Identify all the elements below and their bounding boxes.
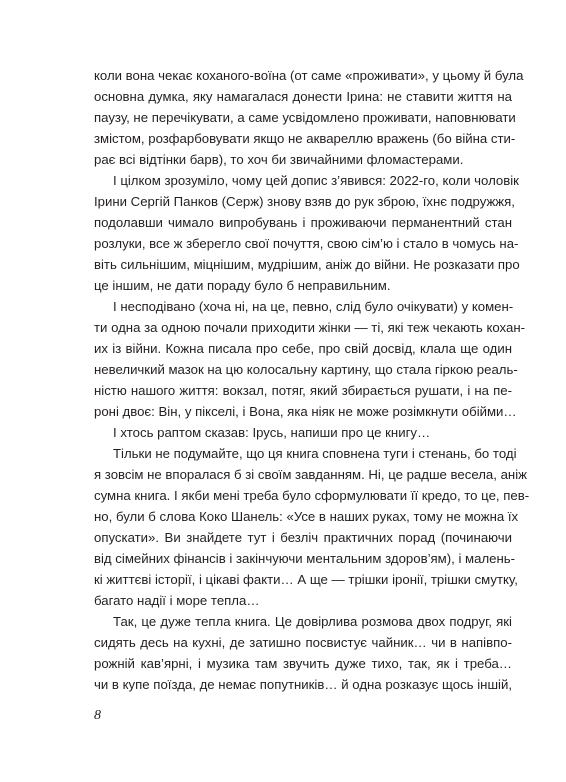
text-line: Тільки не подумайте, що ця книга сповнена туги і стенань, бо тоді — [113, 446, 517, 461]
text-line: сидять десь на кухні, де затишно посвистує чайник… чи в напівпо- — [94, 635, 512, 650]
text-line: сумна книга. І якби мені треба було сформулювати її кредо, то це, пев- — [94, 488, 530, 503]
text-line: роні двоє: Він, у пікселі, і Вона, яка ніяк не може розімкнути обійми… — [94, 404, 517, 419]
text-line: це іншим, не дати пораду було б неправильним. — [94, 278, 391, 293]
text-line: основна думка, яку намагалася донести Ірина: не ставити життя на — [94, 89, 512, 104]
text-line: но, були б слова Коко Шанель: «Усе в наших руках, тому не можна їх — [94, 509, 519, 524]
text-line: невеличкий мазок на цю колосальну картину, що стала гіркою реаль- — [94, 362, 518, 377]
text-line: І несподівано (хоча ні, на це, певно, слід було очікувати) у комен- — [113, 299, 514, 314]
text-line: опускати». Ви знайдете тут і безліч практичних порад (починаючи — [94, 530, 512, 545]
text-line: их із війни. Кожна писала про себе, про свій досвід, клала ще один — [94, 341, 512, 356]
text-line: я зовсім не впоралася б зі своїм завданням. Ні, це радше весела, аніж — [94, 467, 527, 482]
text-line: від сімейних фінансів і закінчуючи ментальним здоров’ям), і малень- — [94, 551, 516, 566]
text-line: кі життєві історії, і цікаві факти… А ще — трішки іронії, трішки смутку, — [94, 572, 518, 587]
text-line: рає всі відтінки барв), то хоч би звичайними фломастерами. — [94, 152, 464, 167]
text-line: багато надії і море тепла… — [94, 593, 260, 608]
text-line: паузу, не перечікувати, а саме усвідомлено проживати, наповнювати — [94, 110, 516, 125]
text-line: подолавши чимало випробувань і проживаючи перманентний стан — [94, 215, 512, 230]
text-line: І цілком зрозуміло, чому цей допис з’явився: 2022-го, коли чоловік — [113, 173, 519, 188]
text-line: Так, це дуже тепла книга. Це довірлива розмова двох подруг, які — [113, 614, 512, 629]
text-line: чи в купе поїзда, де немає попутників… й одна розказує щось іншій, — [94, 677, 512, 692]
text-line: віть сильнішим, міцнішим, мудрішим, аніж до війни. Не розказати про — [94, 257, 520, 272]
text-line: ністю нашого життя: вокзал, потяг, який збирається рушати, і на пе- — [94, 383, 512, 398]
text-line: коли вона чекає коханого-воїна (от саме «проживати», у цьому й була — [94, 68, 524, 83]
text-line: розлуки, все ж зберегло свої почуття, свою сім’ю і стало в чомусь на- — [94, 236, 519, 251]
text-line: рожній кав’ярні, і музика там звучить дуже тихо, так, як і треба… — [94, 656, 512, 671]
text-line: ти одна за одною почали приходити жінки — ті, які теж чекають кохан- — [94, 320, 526, 335]
text-line: І хтось раптом сказав: Ірусь, напиши про це книгу… — [113, 425, 431, 440]
text-line: Ірини Сергій Панков (Серж) знову взяв до рук зброю, їхнє подружжя, — [94, 194, 515, 209]
text-line: змістом, розфарбовувати якщо не аквареллю вражень (бо війна сти- — [94, 131, 516, 146]
page-number: 8 — [94, 708, 101, 723]
page-text — [94, 65, 530, 695]
